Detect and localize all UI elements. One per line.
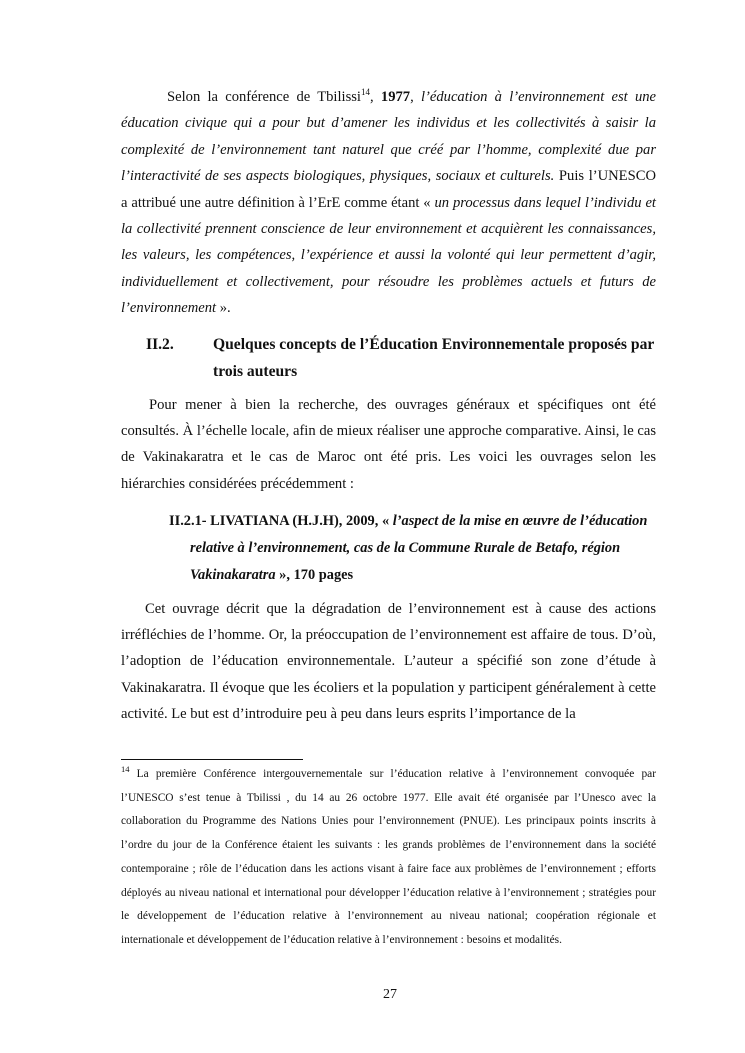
footnote-separator bbox=[121, 759, 303, 760]
footnote-reference[interactable]: 14 bbox=[361, 87, 370, 98]
paragraph-ouvrage-description: Cet ouvrage décrit que la dégradation de l’environnement est à cause des actions irréfléchies de l’homme. Or, la préoccupation de l’environnement est affaire de tous. D’où, l’adoption de l’éducation environnementale. L’auteur a spécifié son zone d’étude à Vakinakaratra. Il évoque que les écoliers et la population y participent généralement à cette activité. Le but est d’introduire peu à peu dans leurs esprits l’importance de la bbox=[121, 600, 656, 723]
subsection-heading bbox=[121, 508, 656, 588]
subsection-tail: », 170 pages bbox=[275, 566, 354, 583]
paragraph-tbilissi bbox=[121, 84, 656, 322]
paragraph1-italic-quote: un processus dans lequel l’individu et la collectivité prennent conscience de leur environnement et acquièrent les connaissances, les valeurs, les compétences, l’expérience et aussi la volonté qui leur permettent d’agir, individuellement et collectivement, pour résoudre les problèmes actuels et futurs de l’environnement bbox=[121, 194, 656, 317]
paragraph1-text-d: Puis l’UNESCO a attribué une autre définition à l’ErE comme étant « bbox=[121, 168, 656, 211]
footnote bbox=[121, 763, 656, 953]
footnote-marker: 14 bbox=[121, 764, 130, 775]
footnote-text: La première Conférence intergouvernementale sur l’éducation relative à l’environnement convoquée par l’UNESCO s’est tenue à Tbilissi , du 14 au 26 octobre 1977. Elle avait été organisée par l’Unesco avec la collaboration du Programme des Nations Unies pour l’environnement (PNUE). Les principaux points inscrits à l’ordre du jour de la Conférence étaient les suivants : les grands problèmes de l’environnement dans la société contemporaine ; rôle de l’éducation dans les actions visant à faire face aux problèmes de l’environnement ; efforts déployés au niveau national et international pour développer l’éducation relative à l’environnement ; stratégies pour le développement de l’éducation relative à l’environnement au niveau national; coopération régionale et internationale et développement de l’éducation relative à l’environnement : besoins et modalités. bbox=[121, 768, 656, 946]
page-number: 27 bbox=[383, 987, 397, 1002]
paragraph1-text-c: , bbox=[410, 89, 421, 105]
subsection-italic-title: l’aspect de la mise en œuvre de l’éducation relative à l’environnement, cas de la Commune Rurale de Betafo, région Vakinakaratra bbox=[190, 513, 648, 583]
paragraph1-italic-definition: l’éducation à l’environnement est une éducation civique qui a pour but d’amener les individus et les collectivités à saisir la complexité de l’environnement tant naturel que créé par l’homme, complexité due par l’interactivité de ses aspects biologiques, physiques, sociaux et culturels. bbox=[121, 89, 657, 185]
section-title: Quelques concepts de l’Éducation Environnementale proposés par trois auteurs bbox=[213, 335, 655, 380]
paragraph1-text-a: Selon la conférence de Tbilissi bbox=[167, 89, 361, 105]
paragraph1-text-b: , bbox=[370, 89, 381, 105]
section-heading bbox=[121, 331, 656, 385]
page-body bbox=[121, 84, 656, 728]
paragraph1-text-e: ». bbox=[216, 300, 231, 317]
paragraph-ouvrages: Pour mener à bien la recherche, des ouvrages généraux et spécifiques ont été consultés. À l’échelle locale, afin de mieux réaliser une approche comparative. Ainsi, le cas de Vakinakaratra et le cas de Maroc ont été pris. Les voici les ouvrages selon les hiérarchies considérées précédemment : bbox=[121, 396, 656, 492]
paragraph1-year: 1977 bbox=[380, 89, 411, 105]
section-number: II.2. bbox=[146, 335, 174, 353]
subsection-lead: II.2.1- LIVATIANA (H.J.H), 2009, « bbox=[169, 513, 393, 530]
